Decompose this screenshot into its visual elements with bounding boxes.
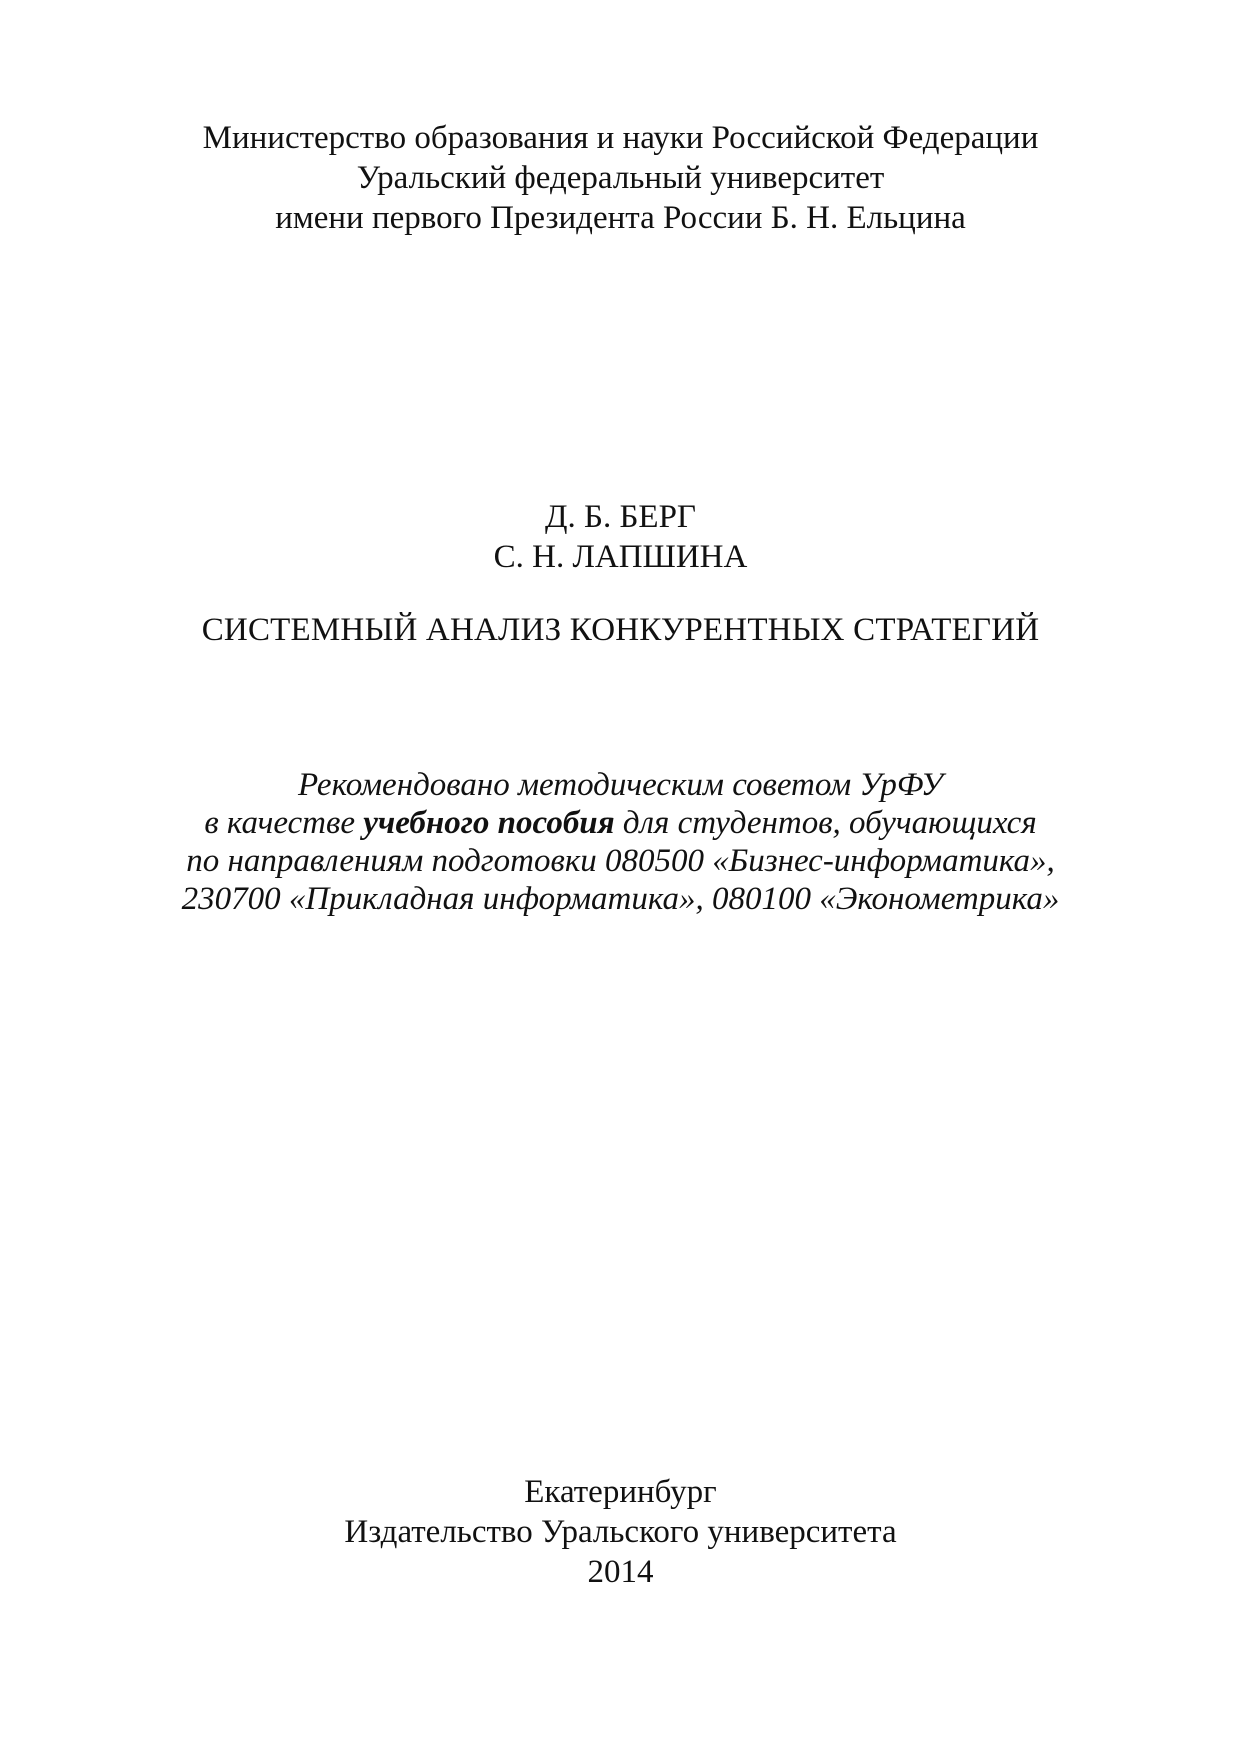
- authors: [0, 497, 1241, 577]
- book-title: [0, 610, 1241, 650]
- imprint-year: 2014: [587, 1554, 654, 1590]
- recommendation-note: [0, 766, 1241, 918]
- recommendation-line-3: по направлениям подготовки 080500 «Бизнес-информатика»,: [186, 843, 1055, 879]
- recommendation-line-1: Рекомендовано методическим советом УрФУ: [297, 767, 944, 803]
- recommendation-line-2-end: для студентов, обучающихся: [614, 805, 1037, 841]
- imprint: [0, 1472, 1241, 1592]
- author-berg: Д. Б. БЕРГ: [545, 499, 696, 535]
- recommendation-line-2: [0, 804, 1241, 842]
- author-lapshina: С. Н. ЛАПШИНА: [493, 539, 748, 575]
- book-title-text: СИСТЕМНЫЙ АНАЛИЗ КОНКУРЕНТНЫХ СТРАТЕГИЙ: [201, 612, 1040, 648]
- imprint-publisher: Издательство Уральского университета: [344, 1514, 897, 1550]
- recommendation-line-4: 230700 «Прикладная информатика», 080100 «Эконометрика»: [181, 881, 1060, 917]
- recommendation-emphasis: учебного пособия: [363, 805, 615, 841]
- ministry-line: Министерство образования и науки Российской Федерации: [202, 120, 1039, 156]
- university-name-line: имени первого Президента России Б. Н. Ельцина: [275, 200, 966, 236]
- imprint-city: Екатеринбург: [524, 1474, 717, 1510]
- recommendation-line-2-start: в качестве: [204, 805, 364, 841]
- university-line: Уральский федеральный университет: [356, 160, 885, 196]
- institution-header: [0, 118, 1241, 238]
